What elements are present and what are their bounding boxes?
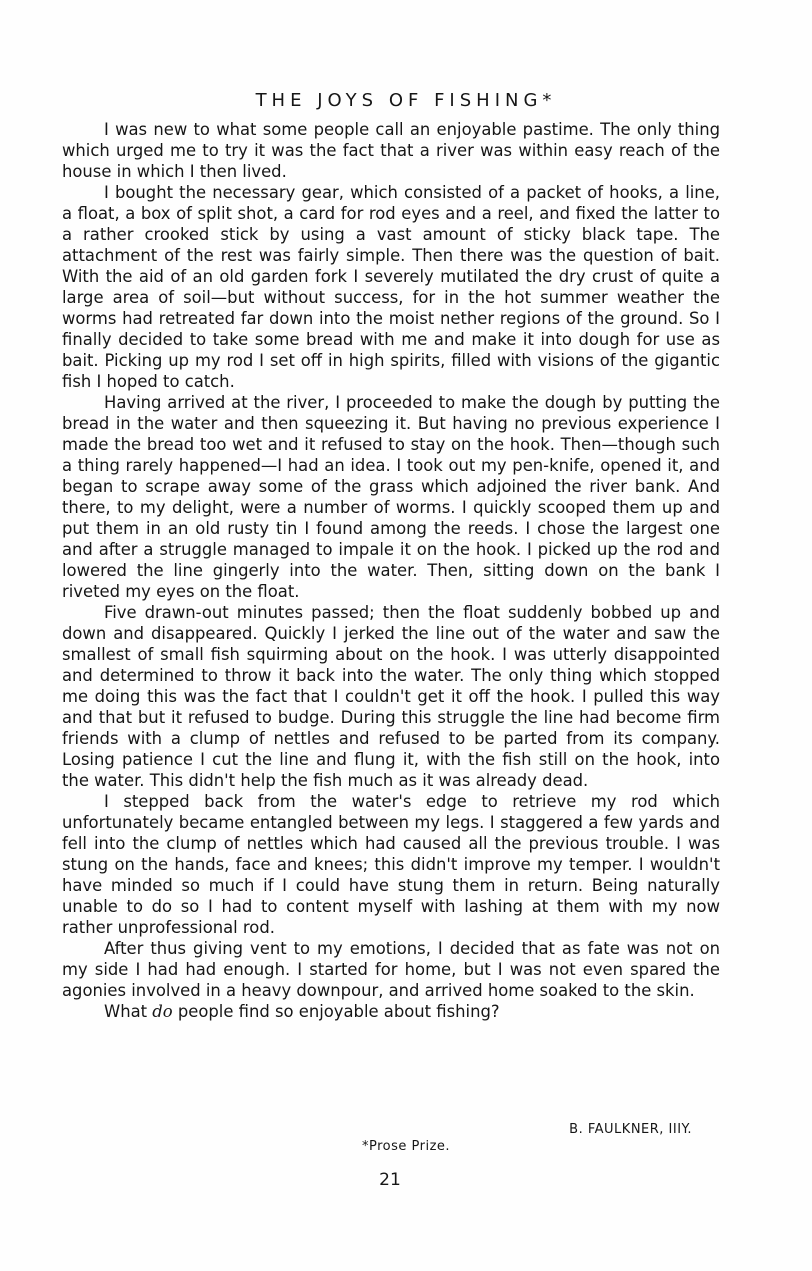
closing-line <box>62 1001 720 1022</box>
paragraph-6: After thus giving vent to my emotions, I decided that as fate was not on my side I had had enough. I started for home, but I was not even spared the agonies involved in a heavy downpour, and arrived home soaked to the skin. <box>62 939 720 1000</box>
article-title: THE JOYS OF FISHING* <box>255 90 557 111</box>
paragraph-1: I was new to what some people call an enjoyable pastime. The only thing which urged me to try it was the fact that a river was within easy reach of the house in which I then lived. <box>62 120 720 181</box>
paragraph-2: I bought the necessary gear, which consisted of a packet of hooks, a line, a float, a box of split shot, a card for rod eyes and a reel, and fixed the latter to a rather crooked stick by using a vast amount of sticky black tape. The attachment of the rest was fairly simple. Then there was the question of bait. With the aid of an old garden fork I severely mutilated the dry crust of quite a large area of soil—but without success, for in the hot summer weather the worms had retreated far down into the moist nether regions of the ground. So I finally decided to take some bread with me and make it into dough for use as bait. Picking up my rod I set off in high spirits, filled with visions of the gigantic fish I hoped to catch. <box>62 183 720 391</box>
closing-before: What <box>104 1002 153 1021</box>
closing-after: people find so enjoyable about fishing? <box>172 1002 500 1021</box>
page-number: 21 <box>379 1170 401 1190</box>
paragraph-5: I stepped back from the water's edge to retrieve my rod which unfortunately became entangled between my legs. I staggered a few yards and fell into the clump of nettles which had caused all the previous trouble. I was stung on the hands, face and knees; this didn't improve my temper. I wouldn't have minded so much if I could have stung them in return. Being naturally unable to do so I had to content myself with lashing at them with my now rather unprofessional rod. <box>62 792 720 937</box>
closing-emphasis: do <box>152 1002 173 1021</box>
paragraph-4: Five drawn-out minutes passed; then the float suddenly bobbed up and down and disappeared. Quickly I jerked the line out of the water and saw the smallest of small fish squirming about on the hook. I was utterly disappointed and determined to throw it back into the water. The only thing which stopped me doing this was the fact that I couldn't get it off the hook. I pulled this way and that but it refused to budge. During this struggle the line had become firm friends with a clump of nettles and refused to be parted from its company. Losing patience I cut the line and flung it, with the fish still on the hook, into the water. This didn't help the fish much as it was already dead. <box>62 603 720 790</box>
article-body <box>62 119 720 1022</box>
paragraph-3: Having arrived at the river, I proceeded to make the dough by putting the bread in the water and then squeezing it. But having no previous experience I made the bread too wet and it refused to stay on the hook. Then—though such a thing rarely happened—I had an idea. I took out my pen-knife, opened it, and began to scrape away some of the grass which adjoined the river bank. And there, to my delight, were a number of worms. I quickly scooped them up and put them in an old rusty tin I found among the reeds. I chose the largest one and after a struggle managed to impale it on the hook. I picked up the rod and lowered the line gingerly into the water. Then, sitting down on the bank I riveted my eyes on the float. <box>62 393 720 601</box>
prize-footnote: *Prose Prize. <box>361 1139 451 1154</box>
author-byline: B. FAULKNER, IIIY. <box>569 1122 692 1137</box>
